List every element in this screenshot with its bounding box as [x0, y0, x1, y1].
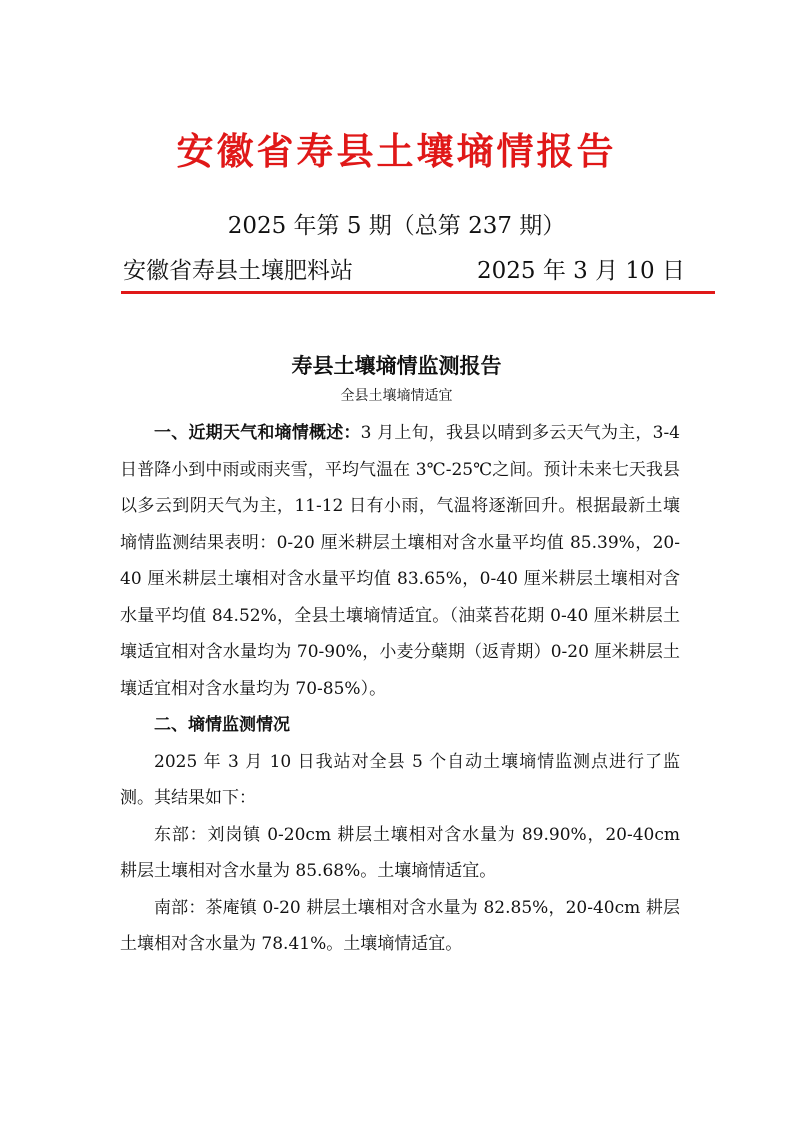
page-title: 安徽省寿县土壤墒情报告: [176, 130, 617, 173]
issue-number: 2025 年第 5 期（总第 237 期）: [227, 213, 566, 239]
overview-heading: 一、近期天气和墒情概述：: [154, 423, 361, 443]
report-body: [120, 415, 680, 963]
south-result: 南部：茶庵镇 0-20 耕层土壤相对含水量为 82.85%，20-40cm 耕层土壤相对含水量为 78.41%。土壤墒情适宜。: [120, 897, 680, 954]
overview-paragraph: [120, 415, 680, 707]
east-result: 东部：刘岗镇 0-20cm 耕层土壤相对含水量为 89.90%，20-40cm 耕层土壤相对含水量为 85.68%。土壤墒情适宜。: [120, 824, 680, 881]
header-divider: [121, 291, 715, 294]
report-subtitle: 全县土壤墒情适宜: [340, 388, 453, 404]
report-title: 寿县土壤墒情监测报告: [291, 353, 502, 378]
overview-text: 3 月上旬，我县以晴到多云天气为主，3-4 日普降小到中雨或雨夹雪，平均气温在 3℃-25℃之间。预计未来七天我县以多云到阴天气为主，11-12 日有小雨，气温将逐渐回升。根据最新土壤墒情监测结果表明：0-20 厘米耕层土壤相对含水量平均值 85.39%，20-40 厘米耕层土壤相对含水量平均值 83.65%，0-40 厘米耕层土壤相对含水量平均值 84.52%，全县土壤墒情适宜。（油菜苔花期 0-40 厘米耕层土壤适宜相对含水量均为 70-90%，小麦分蘖期（返青期）0-20 厘米耕层土壤适宜相对含水量均为 70-85%）。: [120, 423, 680, 699]
publisher-name: 安徽省寿县土壤肥料站: [123, 258, 353, 284]
monitoring-intro: 2025 年 3 月 10 日我站对全县 5 个自动土壤墒情监测点进行了监测。其结果如下：: [120, 751, 680, 808]
monitoring-heading: 二、墒情监测情况: [154, 715, 290, 735]
publish-date: 2025 年 3 月 10 日: [477, 258, 685, 284]
